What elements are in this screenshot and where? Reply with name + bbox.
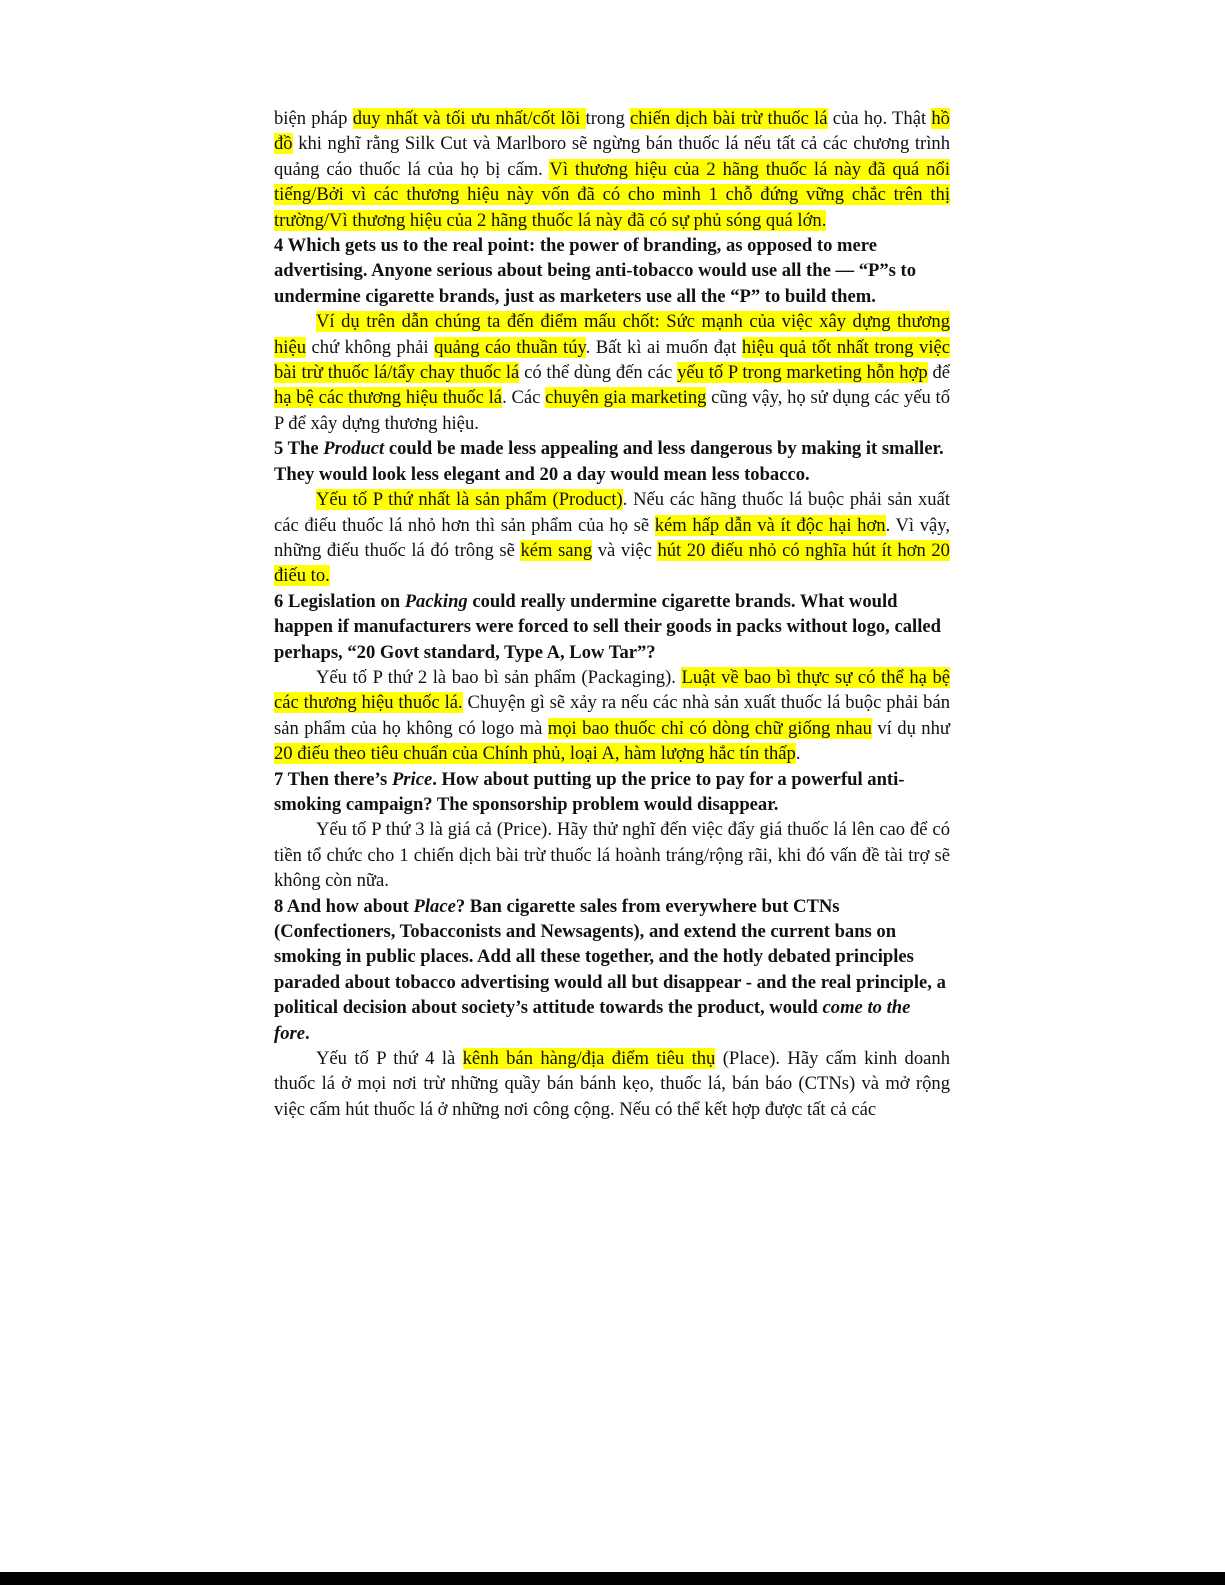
english-paragraph <box>274 589 950 665</box>
highlighted-text: mọi bao thuốc chỉ có dòng chữ giống nhau <box>547 717 872 739</box>
text-run: để <box>927 362 951 384</box>
text-run: có thể dùng đến các <box>519 362 678 384</box>
text-run: Yếu tố P thứ 3 là giá cả (Price). Hãy thử nghĩ đến việc đẩy giá thuốc lá lên cao để có tiền tổ chức cho 1 chiến dịch bài trừ thuốc lá hoành tráng/rộng rãi, khi đó vấn đề tài trợ sẽ không còn nữa. <box>274 819 950 892</box>
text-run: . Vì vậy, những điếu thuốc lá đó trông sẽ <box>274 514 950 561</box>
text-run: 8 And how about <box>274 895 414 917</box>
highlighted-text: kém sang <box>520 539 593 561</box>
highlighted-text: 20 điếu theo tiêu chuẩn của Chính phủ, loại A, hàm lượng hắc tín thấp <box>274 743 796 765</box>
text-run: Yếu tố P thứ 2 là bao bì sản phẩm (Packaging). <box>316 666 682 688</box>
text-run: . Các <box>502 387 546 409</box>
text-run: biện pháp <box>274 108 353 129</box>
highlighted-text: Luật về bao bì thực sự có thể hạ bệ các thương hiệu thuốc lá. <box>274 666 950 714</box>
vietnamese-paragraph <box>274 106 950 233</box>
text-run: Chuyện gì sẽ xảy ra nếu các nhà sản xuất thuốc lá buộc phải bán sản phẩm của họ không có logo mà <box>274 692 950 739</box>
vietnamese-paragraph <box>274 1046 950 1122</box>
highlighted-text: Vì thương hiệu của 2 hãng thuốc lá này đã quá nổi tiếng/Bởi vì các thương hiệu này vốn đã có cho mình 1 chỗ đứng vững chắc trên thị trường/Vì thương hiệu của 2 hãng thuốc lá này đã có sự phủ sóng quá lớn. <box>274 158 950 231</box>
highlighted-text: kênh bán hàng/địa điểm tiêu thụ <box>462 1048 716 1070</box>
text-run: cũng vậy, họ sử dụng các yếu tố P để xây dựng thương hiệu. <box>274 387 951 434</box>
italic-text: Place <box>413 895 456 917</box>
italic-text: come to the fore <box>274 997 911 1044</box>
italic-text: Packing <box>404 590 468 612</box>
text-run: ? Ban cigarette sales from everywhere but CTNs (Confectioners, Tobacconists and Newsagents), and extend the current bans on smoking in public places. Add all these together, and the hotly debated principles paraded about tobacco advertising would all but disappear - and the real principle, a political decision about society’s attitude towards the product, would <box>274 895 946 1019</box>
text-run: 4 Which gets us to the real point: the power of branding, as opposed to mere advertising. Anyone serious about being anti-tobacco would use all the — “P”s to undermine cigarette brands, just as marketers use all the “P” to build them. <box>274 235 917 307</box>
text-run: . <box>795 743 801 765</box>
text-run: . How about putting up the price to pay for a powerful anti-smoking campaign? The sponsorship problem would disappear. <box>274 768 905 815</box>
highlighted-text: Yếu tố P thứ nhất là sản phẩm (Product) <box>316 489 623 511</box>
vietnamese-paragraph <box>274 487 950 589</box>
text-run: . Bất kì ai muốn đạt <box>585 336 742 358</box>
highlighted-text: Ví dụ trên dẫn chúng ta đến điểm mấu chốt: Sức mạnh của việc xây dựng thương hiệu <box>274 311 950 358</box>
text-run: và việc <box>592 539 658 561</box>
text-run: 7 Then there’s <box>274 768 392 790</box>
english-paragraph <box>274 436 950 487</box>
text-run: 6 Legislation on <box>274 590 405 612</box>
highlighted-text: kém hấp dẫn và ít độc hại hơn <box>654 514 886 536</box>
vietnamese-paragraph <box>274 665 950 767</box>
text-run: của họ. Thật <box>827 108 932 129</box>
text-run: chứ không phải <box>306 336 435 358</box>
english-paragraph <box>274 894 950 1046</box>
italic-text: Price <box>391 768 433 790</box>
highlighted-text: hiệu quả tốt nhất trong việc bài trừ thuốc lá/tẩy chay thuốc lá <box>274 336 951 384</box>
highlighted-text: hạ bệ các thương hiệu thuốc lá <box>274 387 503 409</box>
text-run: 5 The <box>274 438 324 460</box>
highlighted-text: hút 20 điếu nhỏ có nghĩa hút ít hơn 20 điếu to. <box>274 539 950 587</box>
text-run: could really undermine cigarette brands. What would happen if manufacturers were forced to sell their goods in packs without logo, called perhaps, “20 Govt standard, Type A, Low Tar”? <box>274 590 941 663</box>
text-run: ví dụ như <box>871 717 950 739</box>
italic-text: Product <box>323 438 385 460</box>
text-run: khi nghĩ rằng Silk Cut và Marlboro sẽ ngừng bán thuốc lá nếu tất cả các chương trình quảng cáo thuốc lá của họ bị cấm. <box>274 133 950 180</box>
english-paragraph <box>274 233 950 309</box>
highlighted-text: chuyên gia marketing <box>545 387 707 409</box>
page-bottom-edge <box>0 1572 1225 1585</box>
text-run: (Place). Hãy cấm kinh doanh thuốc lá ở mọi nơi trừ những quầy bán bánh kẹo, thuốc lá, bán báo (CTNs) và mở rộng việc cấm hút thuốc lá ở những nơi công cộng. Nếu có thể kết hợp được tất cả các <box>274 1048 950 1120</box>
highlighted-text: yếu tố P trong marketing hỗn hợp <box>677 362 928 384</box>
highlighted-text: chiến dịch bài trừ thuốc lá <box>630 108 828 129</box>
highlighted-text: duy nhất và tối ưu nhất/cốt lõi <box>352 108 586 129</box>
vietnamese-paragraph <box>274 817 950 893</box>
text-run: . Nếu các hãng thuốc lá buộc phải sản xuất các điếu thuốc lá nhỏ hơn thì sản phẩm của họ sẽ <box>274 489 950 536</box>
english-paragraph <box>274 767 950 818</box>
text-run: Yếu tố P thứ 4 là <box>316 1048 463 1070</box>
highlighted-text: hồ đồ <box>274 108 950 155</box>
document-body <box>274 106 950 1122</box>
text-run: . <box>304 1022 310 1044</box>
text-run: trong <box>585 108 631 129</box>
text-run: could be made less appealing and less dangerous by making it smaller. They would look less elegant and 20 a day would mean less tobacco. <box>274 438 944 485</box>
highlighted-text: quảng cáo thuần túy <box>434 336 586 358</box>
vietnamese-paragraph <box>274 309 950 436</box>
